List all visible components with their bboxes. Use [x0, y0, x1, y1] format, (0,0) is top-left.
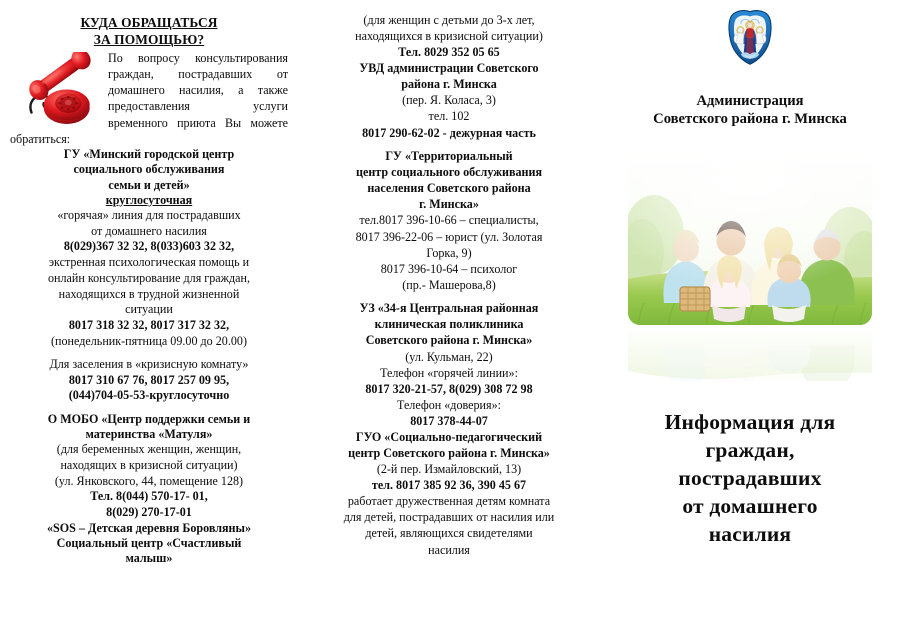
org1-working-hours: (понедельник-пятница 09.00 до 20.00): [51, 333, 247, 348]
clinic-hotline-label: Телефон «горячей линии»:: [380, 365, 518, 380]
cover-title-line-4: от домашнего: [682, 493, 818, 518]
family-photograph-icon: [628, 153, 872, 325]
cover-main-title: [612, 409, 888, 549]
crisis-room-phones-1: 8017 310 67 76, 8017 257 09 95,: [68, 372, 230, 387]
org-territorial-social-center: [308, 148, 590, 293]
sppc-address: (2-й пер. Измайловский, 13): [376, 462, 522, 477]
red-rotary-telephone-icon: [10, 52, 102, 130]
org2-title-line-1: О МОБО «Центр поддержки семьи и: [47, 411, 251, 426]
brochure-panel-left: [0, 0, 296, 566]
org-matulya-details: [10, 442, 288, 521]
org1-title-line-1: ГУ «Минский городской центр: [63, 147, 235, 162]
sppc-desc-line-1: работает дружественная детям комната: [347, 494, 551, 509]
org1-desc-line-3: экстренная психологическая помощь и: [48, 255, 250, 270]
tcson-title-line-3: населения Советского района: [367, 181, 531, 196]
sos-phone: Тел. 8029 352 05 65: [398, 45, 500, 60]
cover-title-line-3: пострадавших: [678, 465, 822, 490]
org2-phone-1: Тел. 8(044) 570-17- 01,: [90, 489, 208, 504]
minsk-coat-of-arms-icon: [727, 10, 773, 66]
cover-title-line-5: насилия: [708, 521, 792, 546]
org-matulya-title: [10, 412, 288, 442]
sppc-desc-line-3: детей, являющихся свидетелями: [365, 526, 533, 541]
sppc-title-line-2: центр Советского района г. Минска»: [348, 446, 550, 461]
family-photo-block: [628, 153, 872, 381]
panel-heading-where-to-turn: [10, 14, 288, 49]
org1-support-phones: 8017 318 32 32, 8017 317 32 32,: [68, 318, 230, 333]
org2-address: (ул. Янковского, 44, помещение 128): [54, 473, 244, 488]
org-sos-village-continuation: [308, 12, 590, 60]
tcson-lawyer-address: Горка, 9): [426, 245, 472, 260]
tcson-psychologist-phone: 8017 396-10-64 – психолог: [380, 261, 518, 276]
org2-desc-line-1: (для беременных женщин, женщин,: [56, 442, 242, 457]
police-title-line-2: района г. Минска: [401, 77, 497, 92]
org1-desc-line-5: находящихся в трудной жизненной: [58, 286, 240, 301]
org1-hotline-description: [10, 208, 288, 349]
crisis-room-block: [10, 357, 288, 404]
org1-desc-line-6: ситуации: [125, 302, 173, 317]
sos-desc-line-1: (для женщин с детьми до 3-х лет,: [363, 13, 535, 27]
spacer: [10, 349, 288, 357]
sppc-desc-line-4: насилия: [428, 542, 470, 557]
cover-title-line-1: Информация для: [664, 409, 836, 434]
org3-title-line-3: малыш»: [125, 551, 173, 566]
family-photo-reflection: [628, 325, 872, 381]
sppc-title-line-1: ГУО «Социально-педагогический: [355, 429, 543, 444]
clinic-title-line-1: УЗ «34-я Центральная районная: [359, 301, 539, 316]
tcson-lawyer-phone: 8017 396-22-06 – юрист (ул. Золотая: [355, 229, 543, 244]
tcson-title-line-2: центр социального обслуживания: [355, 165, 543, 180]
org-police-department: [308, 60, 590, 140]
spacer: [308, 293, 590, 301]
clinic-address: (ул. Кульман, 22): [405, 349, 493, 364]
spacer: [10, 404, 288, 412]
org-gu-minsk-city-center: [10, 147, 288, 208]
brochure-panel-cover: [600, 0, 900, 548]
org1-hotline-phones: 8(029)367 32 32, 8(033)603 32 32,: [63, 239, 235, 254]
org1-desc-line-1: «горячая» линия для пострадавших: [57, 208, 241, 222]
org1-title-line-2: социального обслуживания: [73, 162, 225, 177]
crisis-room-label: Для заселения в «кризисную комнату»: [49, 356, 249, 371]
police-duty-phone: 8017 290-62-02 - дежурная часть: [362, 125, 536, 140]
tcson-title-line-1: ГУ «Территориальный: [385, 149, 513, 164]
cover-title-line-2: граждан,: [705, 437, 795, 462]
police-address: (пер. Я. Коласа, 3): [402, 93, 496, 108]
clinic-title-line-3: Советского района г. Минска»: [365, 333, 533, 348]
spacer: [308, 141, 590, 149]
heading-line-1: КУДА ОБРАЩАТЬСЯ: [80, 15, 218, 30]
administration-line-2: Советского района г. Минска: [653, 111, 847, 128]
org2-title-line-2: материнства «Матуля»: [85, 426, 213, 441]
clinic-title-line-2: клиническая поликлиника: [374, 317, 524, 332]
sos-desc-line-2: находящихся в кризисной ситуации): [355, 29, 543, 44]
police-title-line-1: УВД администрации Советского: [359, 61, 539, 76]
sppc-phones: тел. 8017 385 92 36, 390 45 67: [371, 478, 527, 493]
intro-paragraph: По вопросу консультирования граждан, пострадавших от домашнего насилия, а также предоставления услуги временного приюта Вы можете обратиться:: [10, 50, 288, 146]
org-social-pedagogical-center: [308, 429, 590, 558]
clinic-trust-phone: 8017 378-44-07: [410, 413, 488, 428]
org1-desc-line-4: онлайн консультирование для граждан,: [47, 270, 251, 285]
org2-phone-2: 8(029) 270-17-01: [106, 504, 192, 519]
org1-title-line-4: круглосуточная: [105, 192, 193, 207]
org3-title-line-2: Социальный центр «Счастливый: [56, 535, 242, 550]
tcson-title-line-4: г. Минска»: [419, 197, 479, 212]
brochure-panel-middle: [296, 0, 600, 558]
intro-block: [10, 50, 288, 147]
org1-desc-line-2: от домашнего насилия: [91, 223, 207, 238]
org-clinic-34: [308, 300, 590, 429]
administration-line-1: Администрация: [696, 93, 804, 109]
police-emergency-number: тел. 102: [428, 109, 470, 124]
org1-title-line-3: семьи и детей»: [108, 177, 190, 192]
tcson-psychologist-address: (пр.- Машерова,8): [402, 277, 496, 292]
heading-line-2: ЗА ПОМОЩЬЮ?: [93, 32, 205, 48]
org-sos-village-title: [10, 521, 288, 567]
administration-title: [612, 92, 888, 129]
sppc-desc-line-2: для детей, пострадавших от насилия или: [343, 510, 555, 525]
clinic-hotline-phones: 8017 320-21-57, 8(029) 308 72 98: [365, 381, 533, 396]
org2-desc-line-2: находящих в кризисной ситуации): [60, 457, 238, 472]
org3-title-line-1: «SOS – Детская деревня Боровляны»: [46, 520, 251, 535]
crisis-room-phones-2: (044)704-05-53-круглосуточно: [68, 388, 230, 403]
tcson-specialists-phone: тел.8017 396-10-66 – специалисты,: [359, 213, 539, 228]
clinic-trust-label: Телефон «доверия»:: [397, 397, 501, 412]
